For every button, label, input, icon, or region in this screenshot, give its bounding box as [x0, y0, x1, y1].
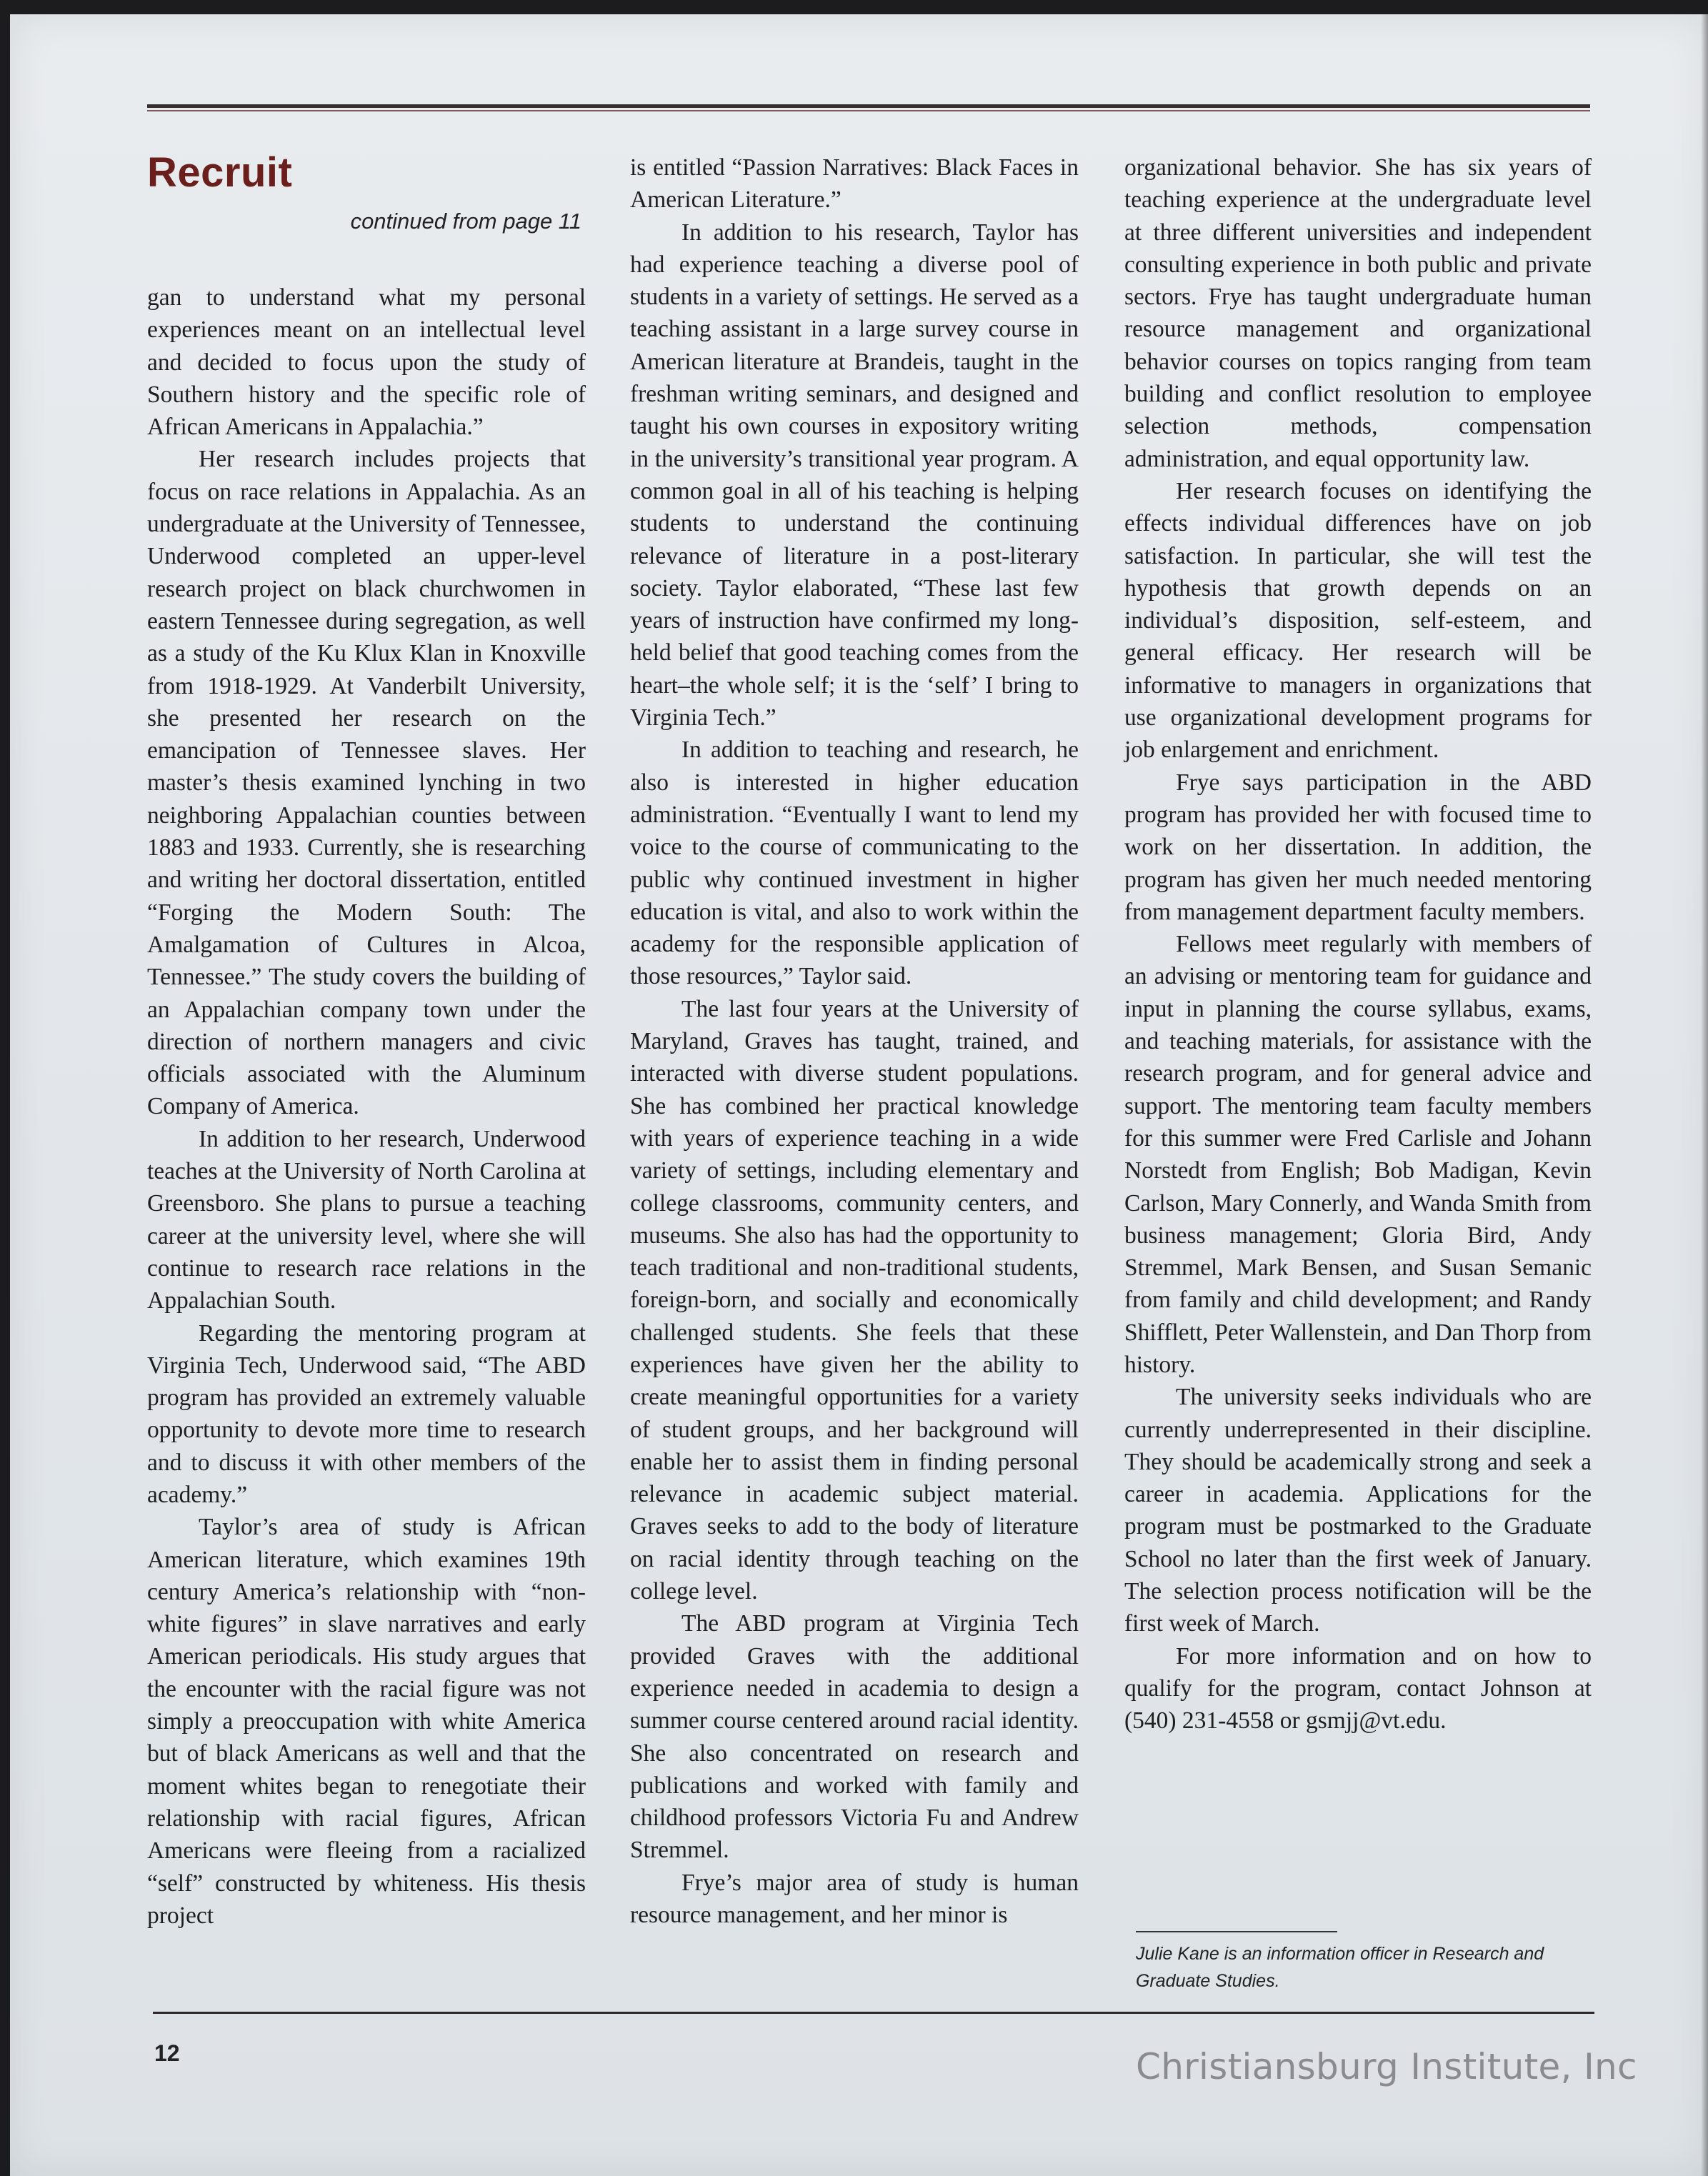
paragraph: In addition to teaching and research, he also is interested in higher education administration. “Eventually I want to lend my voice to the course of communicating to the public why continued investment in higher education is vital, and also to work within the academy for the responsible application of those resources,” Taylor said.	[630, 737, 1079, 990]
column-3	[1124, 151, 1592, 1737]
continued-note: continued from page 11	[350, 209, 581, 234]
author-byline: Julie Kane is an information officer in Research and Graduate Studies.	[1136, 1944, 1544, 1991]
paragraph: Taylor’s area of study is African American literature, which examines 19th century America’s relationship with “non-white figures” in slave narratives and early American periodicals. His study argues that the encounter with the racial figure was not simply a preoccupation with white America but of black Americans as well and that the moment whites began to renegotiate their relationship with racial figures, African Americans were fleeing from a racialized “self” constructed by whiteness. His thesis project	[147, 1514, 586, 1929]
paragraph: Regarding the mentoring program at Virginia Tech, Underwood said, “The ABD program has provided an extremely valuable opportunity to devote more time to research and to discuss it with other members of the academy.”	[147, 1319, 586, 1508]
paragraph: Frye’s major area of study is human resource management, and her minor is	[630, 1869, 1079, 1929]
paragraph: gan to understand what my personal experiences meant on an intellectual level and decided to focus upon the study of Southern history and the specific role of African Americans in Appalachia.”	[147, 284, 586, 441]
column-1	[147, 281, 586, 1932]
paragraph: Fellows meet regularly with members of an advising or mentoring team for guidance and input in planning the course syllabus, exams, and teaching materials, for assistance with the research program, and for general advice and support. The mentoring team faculty members for this summer were Fred Carlisle and Johann Norstedt from English; Bob Madigan, Kevin Carlson, Mary Connerly, and Wanda Smith from business management; Gloria Bird, Andy Stremmel, Mark Bensen, and Susan Semanic from family and child development; and Randy Shifflett, Peter Wallenstein, and Dan Thorp from history.	[1124, 931, 1592, 1378]
paragraph: The university seeks individuals who are currently underrepresented in their discipline. They should be academically strong and seek a career in academia. Applications for the program must be postmarked to the Graduate School no later than the first week of January. The selection process notification will be the first week of March.	[1124, 1384, 1592, 1637]
article-title: Recruit	[147, 149, 293, 196]
paragraph: For more information and on how to qualify for the program, contact Johnson at (540) 231-4558 or gsmjj@vt.edu.	[1124, 1642, 1592, 1735]
paragraph: Her research focuses on identifying the effects individual differences have on job satisfaction. In particular, she will test the hypothesis that growth depends on an individual’s disposition, self-esteem, and general efficacy. Her research will be informative to managers in organizations that use organizational development programs for job enlargement and enrichment.	[1124, 477, 1592, 764]
paragraph: is entitled “Passion Narratives: Black Faces in American Literature.”	[630, 154, 1079, 214]
byline-rule	[1136, 1931, 1337, 1932]
page-edge-shadow	[1701, 14, 1708, 2176]
paragraph: The last four years at the University of Maryland, Graves has taught, trained, and interacted with diverse student populations. She has combined her practical knowledge with years of experience teaching in a wide variety of settings, including elementary and college classrooms, community centers, and museums. She also has had the opportunity to teach traditional and non-traditional students, foreign-born, and socially and economically challenged students. She feels that these experiences have given her the ability to create meaningful opportunities for a variety of student groups, and her background will enable her to assist them in finding personal relevance in academic subject material. Graves seeks to add to the body of literature on racial identity through teaching on the college level.	[630, 995, 1079, 1605]
page-number: 12	[154, 2040, 180, 2066]
column-2	[630, 151, 1079, 1931]
paragraph: In addition to his research, Taylor has had experience teaching a diverse pool of students in a variety of settings. He served as a teaching assistant in a large survey course in American literature at Brandeis, taught in the freshman writing seminars, and designed and taught his own courses in expository writing in the university’s transitional year program. A common goal in all of his teaching is helping students to understand the continuing relevance of literature in a post-literary society. Taylor elaborated, “These last few years of instruction have confirmed my long-held belief that good teaching comes from the heart–the whole self; it is the ‘self’ I bring to Virginia Tech.”	[630, 219, 1079, 732]
paragraph: Her research includes projects that focus on race relations in Appalachia. As an undergraduate at the University of Tennessee, Underwood completed an upper-level research project on black churchwomen in eastern Tennessee during segregation, as well as a study of the Ku Klux Klan in Knoxville from 1918-1929. At Vanderbilt University, she presented her research on the emancipation of Tennessee slaves. Her master’s thesis examined lynching in two neighboring Appalachian counties between 1883 and 1933. Currently, she is researching and writing her doctoral dissertation, entitled “Forging the Modern South: The Amalgamation of Cultures in Alcoa, Tennessee.” The study covers the building of an Appalachian company town under the direction of northern managers and civic officials associated with the Aluminum Company of America.	[147, 446, 586, 1120]
bottom-rule	[153, 2012, 1594, 2014]
top-rule	[147, 104, 1590, 111]
paragraph: The ABD program at Virginia Tech provided Graves with the additional experience needed in academia to design a summer course centered around racial identity. She also concentrated on research and publications and worked with family and childhood professors Victoria Fu and Andrew Stremmel.	[630, 1610, 1079, 1864]
watermark: Christiansburg Institute, Inc	[1136, 2046, 1637, 2087]
paragraph: In addition to her research, Underwood teaches at the University of North Carolina at Greensboro. She plans to pursue a teaching career at the university level, where she will continue to research race relations in the Appalachian South.	[147, 1125, 586, 1314]
paragraph: Frye says participation in the ABD program has provided her with focused time to work on her dissertation. In addition, the program has given her much needed mentoring from management department faculty members.	[1124, 769, 1592, 925]
paragraph: organizational behavior. She has six years of teaching experience at the undergraduate level at three different universities and independent consulting experience in both public and private sectors. Frye has taught undergraduate human resource management and organizational behavior courses on topics ranging from team building and conflict resolution to employee selection methods, compensation administration, and equal opportunity law.	[1124, 154, 1592, 472]
